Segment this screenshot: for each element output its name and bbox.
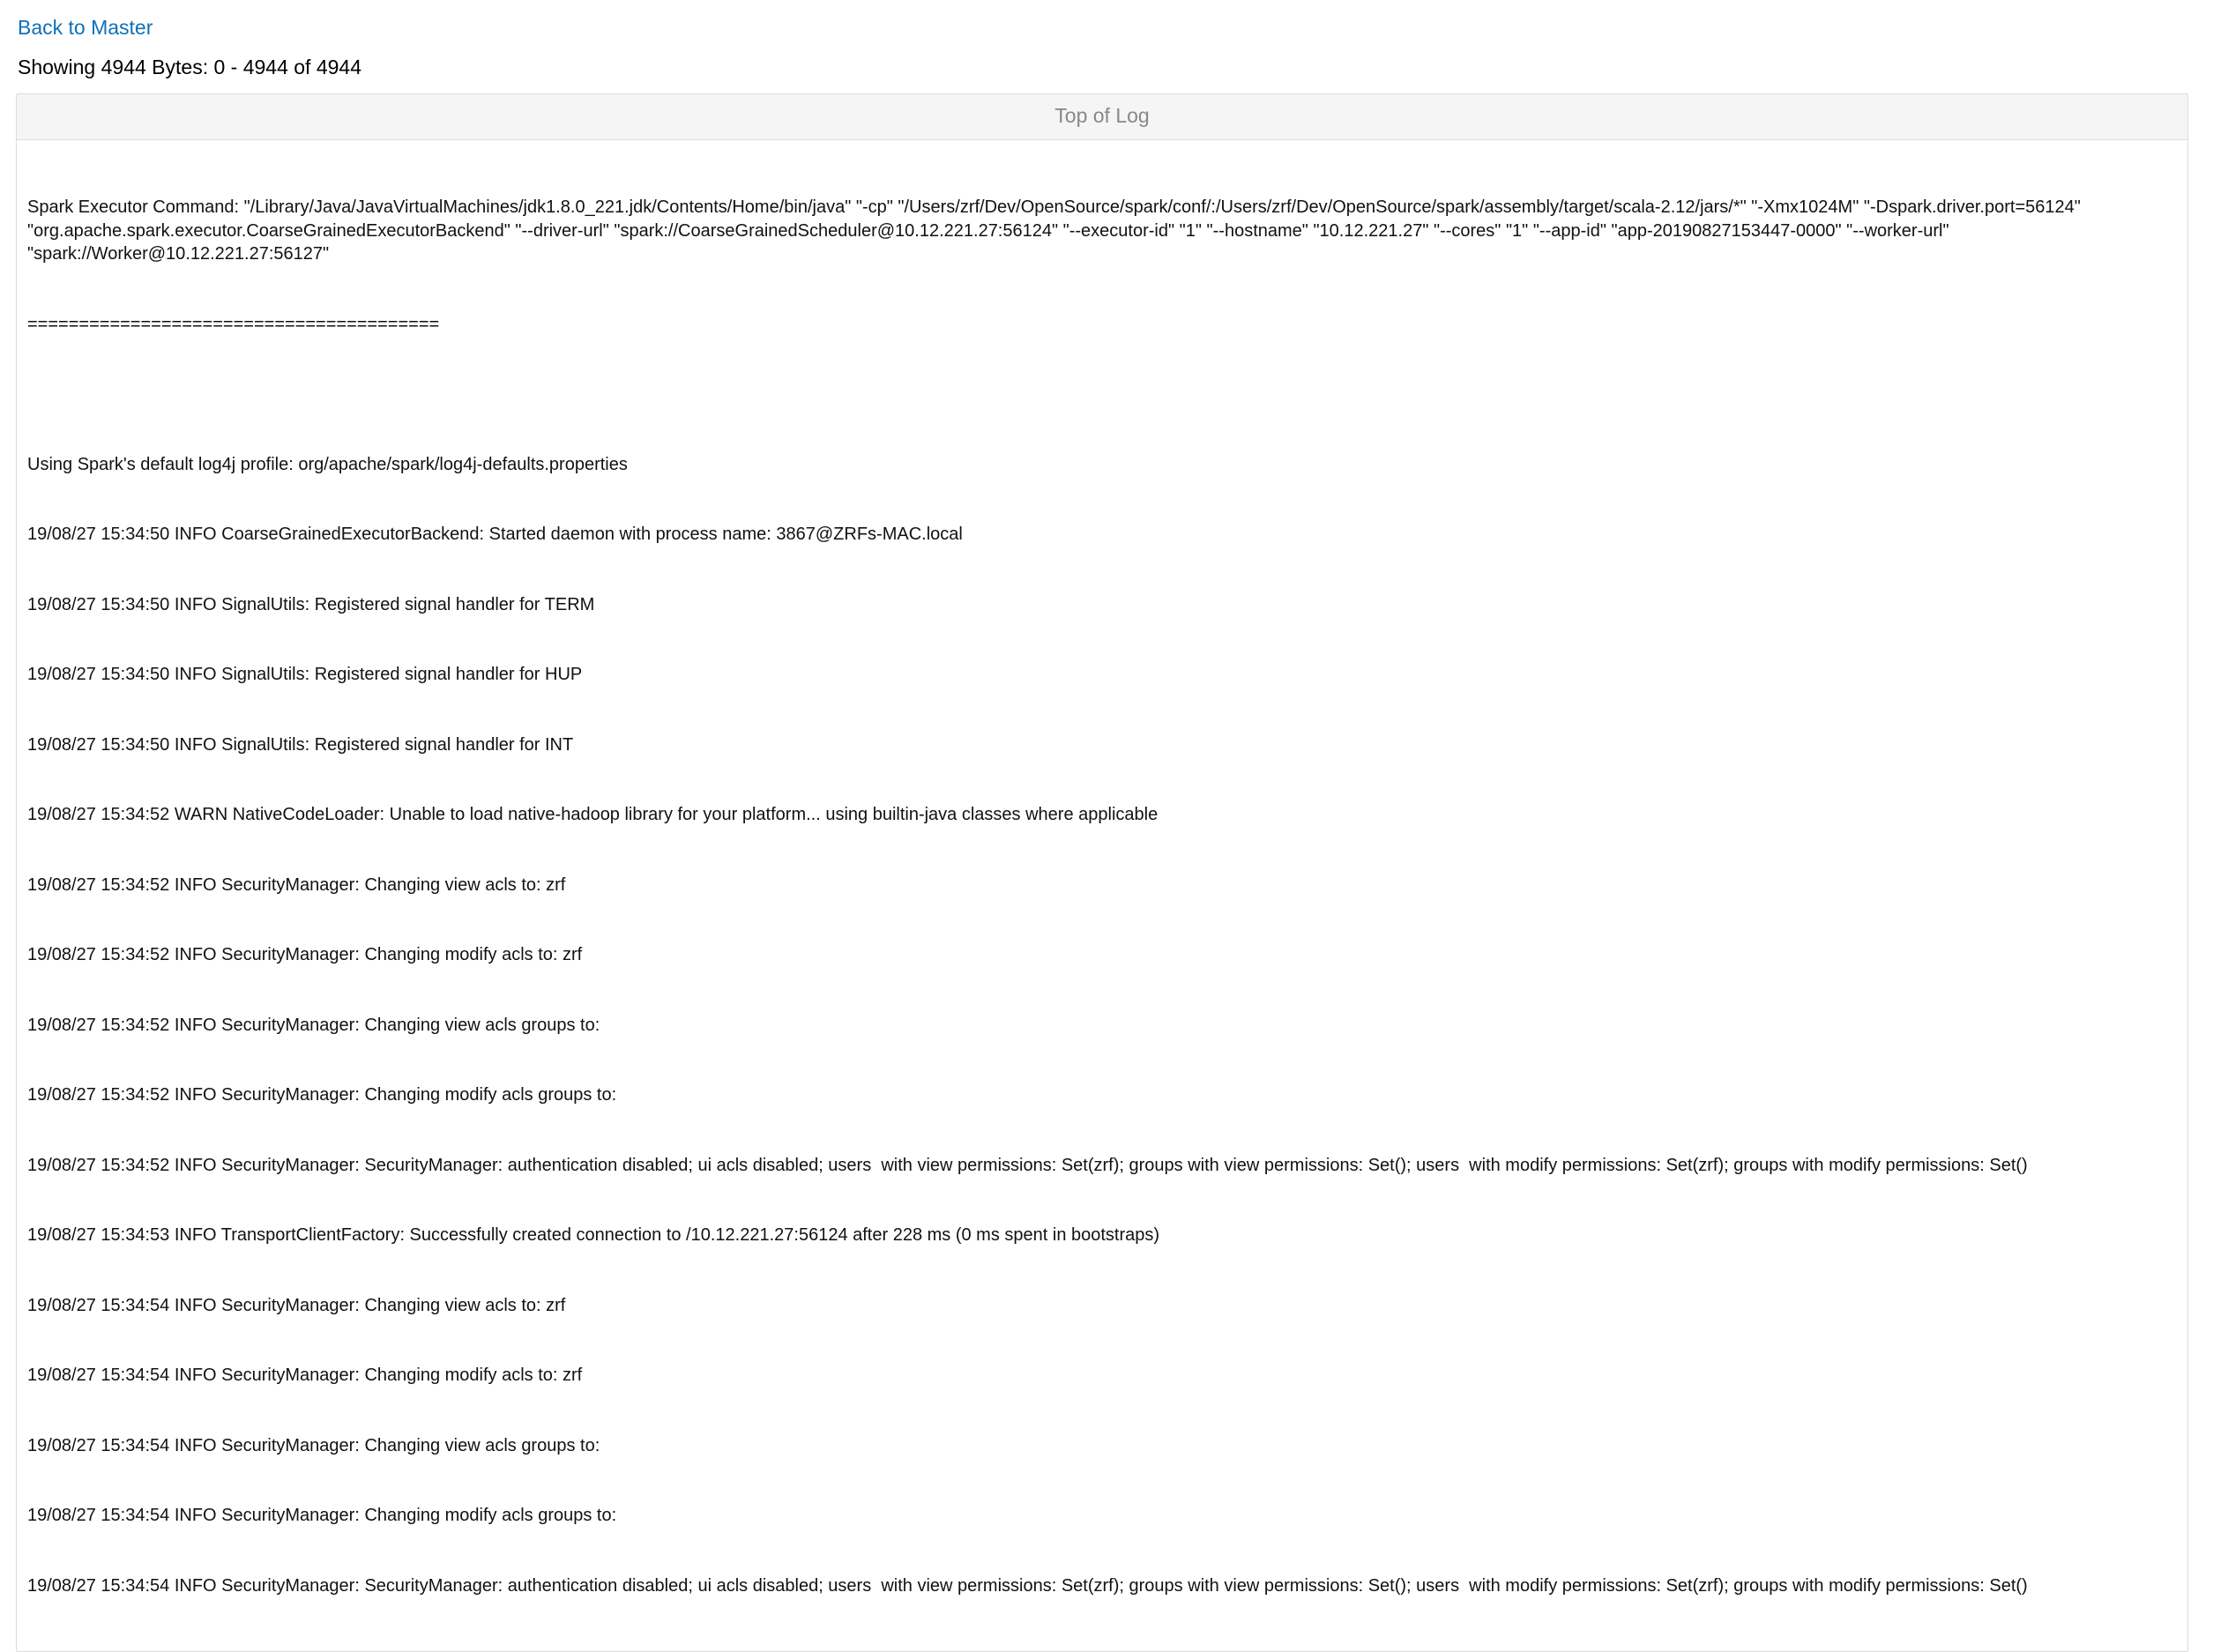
log-line: 19/08/27 15:34:53 INFO TransportClientFactory: Successfully created connection to /10.12.221.27:56124 after 228 ms (0 ms spent in bootstraps) — [27, 1225, 1160, 1245]
log-panel-header: Top of Log — [17, 94, 2187, 140]
log-line: 19/08/27 15:34:52 INFO SecurityManager: Changing modify acls to: zrf — [27, 945, 583, 964]
log-line: 19/08/27 15:34:54 INFO SecurityManager: Changing view acls to: zrf — [27, 1295, 566, 1315]
back-to-master-link[interactable]: Back to Master — [18, 16, 153, 39]
log-line: 19/08/27 15:34:54 INFO SecurityManager: Changing view acls groups to: — [27, 1435, 600, 1455]
log-line: ======================================== — [27, 314, 440, 334]
log-line: Spark Executor Command: "/Library/Java/JavaVirtualMachines/jdk1.8.0_221.jdk/Contents/Home/bin/java" "-cp" "/Users/zrf/Dev/OpenSource/spark/conf/:/Users/zrf/Dev/OpenSource/spark/assembly/target/scala-2.12/jars/*" "-Xmx1024M" "-Dspark.driver.port=56124" "org.apache.spark.executor.CoarseGrainedExecutorBackend" "--driver-url" "spark://CoarseGrainedScheduler@10.12.221.27:56124" "--executor-id" "1" "--hostname" "10.12.221.27" "--cores" "1" "--app-id" "app-20190827153447-0000" "--worker-url" "spark://Worker@10.12.221.27:56127" — [27, 197, 2086, 264]
log-line: 19/08/27 15:34:54 INFO SecurityManager: Changing modify acls groups to: — [27, 1506, 617, 1525]
log-line: 19/08/27 15:34:50 INFO SignalUtils: Registered signal handler for INT — [27, 734, 574, 755]
showing-bytes-status: Showing 4944 Bytes: 0 - 4944 of 4944 — [18, 56, 362, 78]
log-line: 19/08/27 15:34:50 INFO CoarseGrainedExecutorBackend: Started daemon with process name: 3867@ZRFs-MAC.local — [27, 525, 963, 544]
log-line: 19/08/27 15:34:50 INFO SignalUtils: Registered signal handler for TERM — [27, 594, 595, 614]
log-line: 19/08/27 15:34:52 INFO SecurityManager: Changing modify acls groups to: — [27, 1085, 617, 1105]
log-line: 19/08/27 15:34:52 INFO SecurityManager: Changing view acls groups to: — [27, 1015, 600, 1035]
log-content[interactable] — [17, 140, 2187, 1651]
log-line: 19/08/27 15:34:52 WARN NativeCodeLoader: Unable to load native-hadoop library for your platform... using builtin-java classes where applicable — [27, 805, 1159, 824]
log-line: 19/08/27 15:34:54 INFO SecurityManager: Changing modify acls to: zrf — [27, 1366, 583, 1385]
log-line: 19/08/27 15:34:52 INFO SecurityManager: Changing view acls to: zrf — [27, 874, 566, 895]
log-line: Using Spark's default log4j profile: org/apache/spark/log4j-defaults.properties — [27, 454, 628, 474]
log-line: 19/08/27 15:34:50 INFO SignalUtils: Registered signal handler for HUP — [27, 665, 583, 684]
log-line — [27, 383, 2177, 406]
log-line: 19/08/27 15:34:52 INFO SecurityManager: SecurityManager: authentication disabled; ui acls disabled; users with view permissions: Set(zrf); groups with view permissions: Set(); users with modify permissions: Set(zrf); groups with modify permissions: Set() — [27, 1155, 2028, 1175]
log-line: 19/08/27 15:34:54 INFO SecurityManager: SecurityManager: authentication disabled; ui acls disabled; users with view permissions: Set(zrf); groups with view permissions: Set(); users with modify permissions: Set(zrf); groups with modify permissions: Set() — [27, 1575, 2028, 1596]
log-panel — [16, 93, 2188, 1652]
